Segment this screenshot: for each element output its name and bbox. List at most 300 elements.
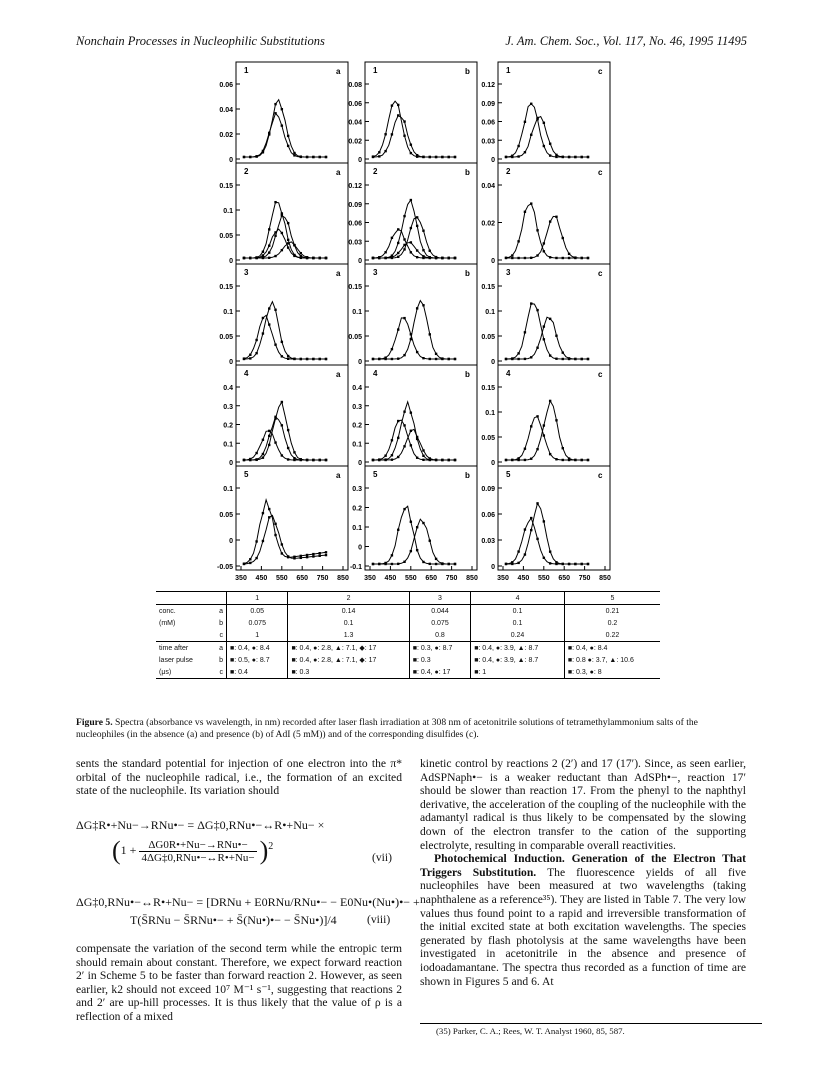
- panel-column-letter: c: [598, 269, 603, 278]
- data-point: [318, 257, 320, 259]
- y-tick-label: 0.03: [348, 239, 362, 247]
- data-point: [293, 557, 295, 559]
- y-tick-label: 0.4: [352, 385, 362, 392]
- data-point: [505, 358, 507, 360]
- spectrum-trace: [373, 101, 455, 157]
- data-point: [410, 152, 412, 154]
- data-point: [416, 216, 418, 218]
- data-point: [262, 254, 264, 256]
- data-point: [391, 554, 393, 556]
- data-point: [549, 154, 551, 156]
- data-point: [397, 529, 399, 531]
- data-point: [281, 214, 283, 216]
- spectrum-trace: [373, 506, 455, 564]
- data-point: [517, 457, 519, 459]
- y-tick-label: 0: [358, 258, 362, 265]
- data-point: [287, 135, 289, 137]
- spectrum-trace: [373, 402, 455, 460]
- data-point: [447, 563, 449, 565]
- y-tick-label: 0: [229, 157, 233, 164]
- data-point: [268, 516, 270, 518]
- data-point: [524, 257, 526, 259]
- table-cell: ■: 0.4, ●: 8.4: [564, 642, 660, 655]
- data-point: [318, 555, 320, 557]
- data-point: [397, 357, 399, 359]
- data-point: [517, 240, 519, 242]
- left-paragraph-2: compensate the variation of the second term while the entropic term should remain about constant. Therefore, we expect forward reaction 2′ in Scheme 5 to be faster than forward reaction 2. However, as seen earlier, k2 should not exceed 10⁷ M⁻¹ s⁻¹, suggesting that reactions 2 and 2′ are up-hill processes. It is thus likely that the value of ρ is a reflection of a mixed: [76, 942, 402, 1023]
- data-point: [549, 354, 551, 356]
- data-point: [536, 229, 538, 231]
- y-tick-label: 0: [358, 359, 362, 366]
- data-point: [403, 135, 405, 137]
- data-point: [281, 454, 283, 456]
- data-point: [536, 254, 538, 256]
- data-point: [536, 448, 538, 450]
- data-point: [312, 257, 314, 259]
- data-point: [422, 304, 424, 306]
- data-point: [312, 156, 314, 158]
- data-point: [435, 459, 437, 461]
- data-point: [511, 358, 513, 360]
- data-point: [543, 122, 545, 124]
- running-header-right: J. Am. Chem. Soc., Vol. 117, No. 46, 1995 11495: [505, 34, 747, 48]
- y-tick-label: 0: [491, 564, 495, 571]
- data-point: [574, 358, 576, 360]
- data-point: [454, 459, 456, 461]
- data-point: [511, 459, 513, 461]
- panel-row-number: 2: [244, 167, 249, 176]
- table-cell: ■: 0.4, ●: 3.9, ▲: 8.7: [471, 642, 565, 655]
- data-point: [422, 230, 424, 232]
- data-point: [511, 561, 513, 563]
- data-point: [555, 216, 557, 218]
- table-cell: ■: 0.5, ●: 8.7: [227, 654, 288, 666]
- table-cell: ■: 0.4, ●: 2.8, ▲: 7.1, ◆: 17: [288, 642, 409, 655]
- data-point: [403, 317, 405, 319]
- data-point: [243, 156, 245, 158]
- table-cell: ■: 1: [471, 666, 565, 679]
- y-tick-label: 0.05: [481, 435, 495, 442]
- data-point: [384, 459, 386, 461]
- spectrum-trace: [244, 229, 326, 258]
- y-tick-label: 0.09: [481, 486, 495, 493]
- data-point: [391, 358, 393, 360]
- data-point: [403, 508, 405, 510]
- table-cell: ■: 0.3, ●: 8: [564, 666, 660, 679]
- y-tick-label: 0.1: [485, 410, 495, 417]
- data-point: [454, 257, 456, 259]
- data-point: [580, 459, 582, 461]
- data-point: [543, 557, 545, 559]
- data-point: [281, 108, 283, 110]
- data-point: [543, 424, 545, 426]
- data-point: [435, 563, 437, 565]
- data-point: [524, 553, 526, 555]
- data-point: [306, 358, 308, 360]
- data-point: [397, 104, 399, 106]
- data-point: [281, 212, 283, 214]
- data-point: [410, 550, 412, 552]
- data-point: [243, 357, 245, 359]
- left-paragraph-1: sents the standard potential for injection of one electron into the π* orbital of the nucleophile radical, i.e., the formation of an excited state of the nucleophile. Its variation should: [76, 757, 402, 798]
- data-point: [555, 358, 557, 360]
- table-row-label: laser pulse b: [159, 656, 223, 664]
- data-point: [287, 355, 289, 357]
- data-point: [416, 526, 418, 528]
- table-cell: ■: 0.4, ●: 17: [409, 666, 470, 679]
- data-point: [403, 215, 405, 217]
- data-point: [378, 358, 380, 360]
- data-point: [574, 459, 576, 461]
- y-tick-label: 0: [358, 544, 362, 552]
- data-point: [587, 563, 589, 565]
- data-point: [410, 411, 412, 413]
- y-tick-label: 0.06: [481, 119, 495, 127]
- data-point: [325, 156, 327, 158]
- caption-label: Figure 5.: [76, 717, 113, 728]
- panel-frame: [498, 365, 610, 466]
- data-point: [435, 156, 437, 158]
- panel-column-letter: b: [465, 67, 470, 76]
- data-point: [384, 563, 386, 565]
- y-tick-label: -0.1: [349, 564, 362, 571]
- right-column-text: [420, 757, 746, 988]
- x-tick-label: 850: [337, 575, 349, 582]
- caption-text: Spectra (absorbance vs wavelength, in nm) recorded after laser flash irradiation at 308 nm of acetonitrile solutions of tetramethylammonium salts of the nucleophiles (in the absence (a) and presence (b) of AdI (5 mM)) and of the corresponding disulfides (c).: [76, 717, 698, 740]
- figure-caption: [76, 717, 746, 741]
- y-tick-label: 0.15: [219, 284, 233, 291]
- data-point: [403, 238, 405, 240]
- data-point: [287, 429, 289, 431]
- x-tick-label: 650: [296, 575, 309, 582]
- data-point: [435, 257, 437, 259]
- data-point: [300, 358, 302, 360]
- data-point: [378, 563, 380, 565]
- data-point: [410, 430, 412, 432]
- data-point: [447, 257, 449, 259]
- data-point: [300, 557, 302, 559]
- data-point: [378, 257, 380, 259]
- table-row-label: c: [219, 631, 223, 639]
- panel-column-letter: b: [465, 168, 470, 177]
- data-point: [530, 458, 532, 460]
- data-point: [325, 459, 327, 461]
- data-point: [562, 358, 564, 360]
- data-point: [318, 552, 320, 554]
- data-point: [422, 561, 424, 563]
- y-tick-label: 0.04: [219, 107, 233, 114]
- data-point: [403, 248, 405, 250]
- spectrum-trace: [244, 100, 326, 157]
- y-tick-label: 0: [358, 460, 362, 467]
- data-point: [255, 339, 257, 341]
- data-point: [287, 447, 289, 449]
- data-point: [281, 341, 283, 343]
- y-tick-label: 0.1: [223, 208, 233, 215]
- panel-frame: [498, 163, 610, 264]
- spectrum-trace: [506, 416, 588, 460]
- data-point: [268, 307, 270, 309]
- x-tick-label: 650: [425, 575, 438, 582]
- equation-vii-numerator: ΔG0R•+Nu−→RNu•−: [139, 839, 256, 852]
- y-tick-label: 0.09: [348, 201, 362, 209]
- data-point: [422, 455, 424, 457]
- data-point: [562, 257, 564, 259]
- y-tick-label: 0.3: [223, 403, 233, 411]
- y-tick-label: 0.2: [352, 505, 362, 513]
- data-point: [568, 257, 570, 259]
- data-point: [274, 112, 276, 114]
- data-point: [555, 458, 557, 460]
- data-point: [422, 449, 424, 451]
- data-point: [429, 257, 431, 259]
- data-point: [562, 459, 564, 461]
- data-point: [274, 523, 276, 525]
- data-point: [397, 228, 399, 230]
- spectrum-trace: [244, 302, 326, 359]
- y-tick-label: 0: [358, 157, 362, 164]
- table-cell: 0.8: [409, 629, 470, 642]
- data-point: [524, 211, 526, 213]
- equation-vii-fraction: (1 + ΔG0R•+Nu−→RNu•− 4ΔG‡0,RNu•−↔R•+Nu− )$^2$: [112, 836, 274, 865]
- data-point: [262, 251, 264, 253]
- equation-vii-denominator: 4ΔG‡0,RNu•−↔R•+Nu−: [141, 851, 255, 864]
- data-point: [549, 220, 551, 222]
- data-point: [293, 152, 295, 154]
- y-tick-label: 0.2: [352, 422, 362, 430]
- data-point: [243, 563, 245, 565]
- data-point: [384, 257, 386, 259]
- data-point: [287, 222, 289, 224]
- data-point: [441, 257, 443, 259]
- data-point: [318, 358, 320, 360]
- data-point: [410, 241, 412, 243]
- conditions-table: [156, 591, 660, 679]
- right-paragraph-1: kinetic control by reactions 2 (2′) and 17 (17′). Since, as seen earlier, AdSPNaph•− is a weaker reductant than AdSPh•−, reaction 17′ should be slower than reaction 17. From the phenyl to the naphthyl derivative, the acceleration of the coupling of the nucleophile with the adamantyl radical is thus likely to be compensated by the slowing down of the electron transfer to the cation of the supporting electrolyte, resulting in comparable overall reactivities.: [420, 757, 746, 852]
- running-header-left: Nonchain Processes in Nucleophilic Substitutions: [76, 34, 325, 48]
- data-point: [249, 562, 251, 564]
- data-point: [274, 201, 276, 203]
- data-point: [568, 563, 570, 565]
- data-point: [524, 121, 526, 123]
- data-point: [441, 156, 443, 158]
- y-tick-label: 0: [229, 359, 233, 366]
- data-point: [384, 356, 386, 358]
- data-point: [587, 257, 589, 259]
- spectrum-trace: [373, 200, 455, 258]
- y-tick-label: 0.06: [219, 82, 233, 89]
- data-point: [397, 437, 399, 439]
- data-point: [281, 424, 283, 426]
- panel-row-number: 4: [373, 369, 378, 378]
- data-point: [397, 252, 399, 254]
- data-point: [391, 237, 393, 239]
- data-point: [517, 358, 519, 360]
- spectrum-trace: [373, 420, 455, 460]
- y-tick-label: 0.1: [352, 525, 362, 532]
- data-point: [268, 435, 270, 437]
- data-point: [300, 459, 302, 461]
- x-tick-label: 750: [578, 575, 591, 582]
- table-cell: 0.24: [471, 629, 565, 642]
- data-point: [397, 256, 399, 258]
- y-tick-label: 0.1: [223, 441, 233, 449]
- data-point: [268, 132, 270, 134]
- data-point: [574, 563, 576, 565]
- spectrum-trace: [244, 216, 326, 259]
- data-point: [306, 256, 308, 258]
- data-point: [447, 358, 449, 360]
- panel-column-letter: a: [336, 67, 341, 76]
- data-point: [391, 256, 393, 258]
- footnote-35: (35) Parker, C. A.; Rees, W. T. Analyst 1960, 85, 587.: [420, 1023, 762, 1036]
- table-col-header: 4: [471, 592, 565, 605]
- data-point: [536, 309, 538, 311]
- data-point: [505, 563, 507, 565]
- table-row-label: (mM) b: [159, 619, 223, 627]
- y-tick-label: 0.03: [481, 138, 495, 146]
- data-point: [429, 563, 431, 565]
- data-point: [524, 151, 526, 153]
- data-point: [378, 155, 380, 157]
- data-point: [287, 145, 289, 147]
- data-point: [281, 249, 283, 251]
- data-point: [543, 520, 545, 522]
- data-point: [549, 400, 551, 402]
- x-tick-label: 750: [445, 575, 458, 582]
- data-point: [562, 156, 564, 158]
- data-point: [530, 356, 532, 358]
- data-point: [410, 521, 412, 523]
- panel-row-number: 5: [244, 470, 249, 479]
- data-point: [416, 256, 418, 258]
- panel-frame: [365, 163, 477, 264]
- data-point: [391, 133, 393, 135]
- x-tick-label: 550: [275, 575, 288, 582]
- data-point: [511, 156, 513, 158]
- data-point: [384, 150, 386, 152]
- data-point: [587, 156, 589, 158]
- y-tick-label: 0.03: [481, 538, 495, 545]
- y-tick-label: 0.15: [219, 183, 233, 190]
- data-point: [403, 410, 405, 412]
- data-point: [536, 117, 538, 119]
- panel-frame: [498, 264, 610, 365]
- data-point: [562, 237, 564, 239]
- data-point: [262, 540, 264, 542]
- y-tick-label: 0.12: [481, 82, 495, 89]
- data-point: [524, 459, 526, 461]
- data-point: [416, 549, 418, 551]
- data-point: [300, 257, 302, 259]
- data-point: [422, 156, 424, 158]
- data-point: [268, 430, 270, 432]
- data-point: [441, 459, 443, 461]
- data-point: [530, 103, 532, 105]
- panel-row-number: 5: [506, 470, 511, 479]
- data-point: [391, 454, 393, 456]
- y-tick-label: 0.2: [223, 422, 233, 430]
- data-point: [262, 456, 264, 458]
- spectrum-trace: [506, 304, 588, 359]
- data-point: [429, 358, 431, 360]
- table-cell: ■: 0.3: [288, 666, 409, 679]
- data-point: [530, 302, 532, 304]
- data-point: [378, 151, 380, 153]
- data-point: [300, 156, 302, 158]
- table-cell: 1: [227, 629, 288, 642]
- panel-frame: [498, 466, 610, 570]
- data-point: [287, 242, 289, 244]
- x-tick-label: 550: [404, 575, 417, 582]
- panel-frame: [365, 264, 477, 365]
- panel-column-letter: c: [598, 168, 603, 177]
- data-point: [447, 459, 449, 461]
- table-cell: 0.05: [227, 605, 288, 618]
- data-point: [555, 563, 557, 565]
- y-tick-label: 0: [491, 157, 495, 164]
- panel-row-number: 1: [244, 66, 249, 75]
- panel-column-letter: a: [336, 269, 341, 278]
- x-tick-label: 850: [599, 575, 611, 582]
- data-point: [274, 309, 276, 311]
- y-tick-label: 0.15: [481, 385, 495, 392]
- data-point: [262, 453, 264, 455]
- data-point: [410, 143, 412, 145]
- data-point: [517, 145, 519, 147]
- data-point: [255, 155, 257, 157]
- data-point: [255, 458, 257, 460]
- y-tick-label: 0.15: [348, 284, 362, 291]
- data-point: [549, 318, 551, 320]
- y-tick-label: 0.12: [348, 183, 362, 190]
- data-point: [262, 332, 264, 334]
- data-point: [505, 156, 507, 158]
- data-point: [524, 528, 526, 530]
- data-point: [397, 420, 399, 422]
- equation-viii-line2: T(S̄RNu − S̄RNu•− + S̄(Nu•)•− − S̄Nu•)]/4: [130, 913, 337, 927]
- data-point: [372, 563, 374, 565]
- data-point: [416, 307, 418, 309]
- spectrum-trace: [506, 117, 588, 158]
- data-point: [287, 246, 289, 248]
- spectrum-trace: [244, 402, 326, 460]
- table-cell: ■: 0.4, ●: 8.4: [227, 642, 288, 655]
- data-point: [274, 235, 276, 237]
- panel-row-number: 3: [244, 268, 249, 277]
- x-tick-label: 650: [558, 575, 571, 582]
- data-point: [416, 225, 418, 227]
- panel-frame: [236, 163, 348, 264]
- y-tick-label: 0.1: [223, 486, 233, 493]
- table-cell: 0.044: [409, 605, 470, 618]
- y-tick-label: 0.4: [223, 385, 233, 392]
- data-point: [530, 517, 532, 519]
- y-tick-label: 0.05: [481, 334, 495, 341]
- data-point: [255, 540, 257, 542]
- data-point: [274, 255, 276, 257]
- data-point: [255, 557, 257, 559]
- data-point: [429, 333, 431, 335]
- data-point: [429, 457, 431, 459]
- panel-frame: [498, 62, 610, 163]
- data-point: [549, 143, 551, 145]
- panel-column-letter: c: [598, 67, 603, 76]
- data-point: [517, 352, 519, 354]
- data-point: [403, 244, 405, 246]
- data-point: [530, 529, 532, 531]
- data-point: [262, 150, 264, 152]
